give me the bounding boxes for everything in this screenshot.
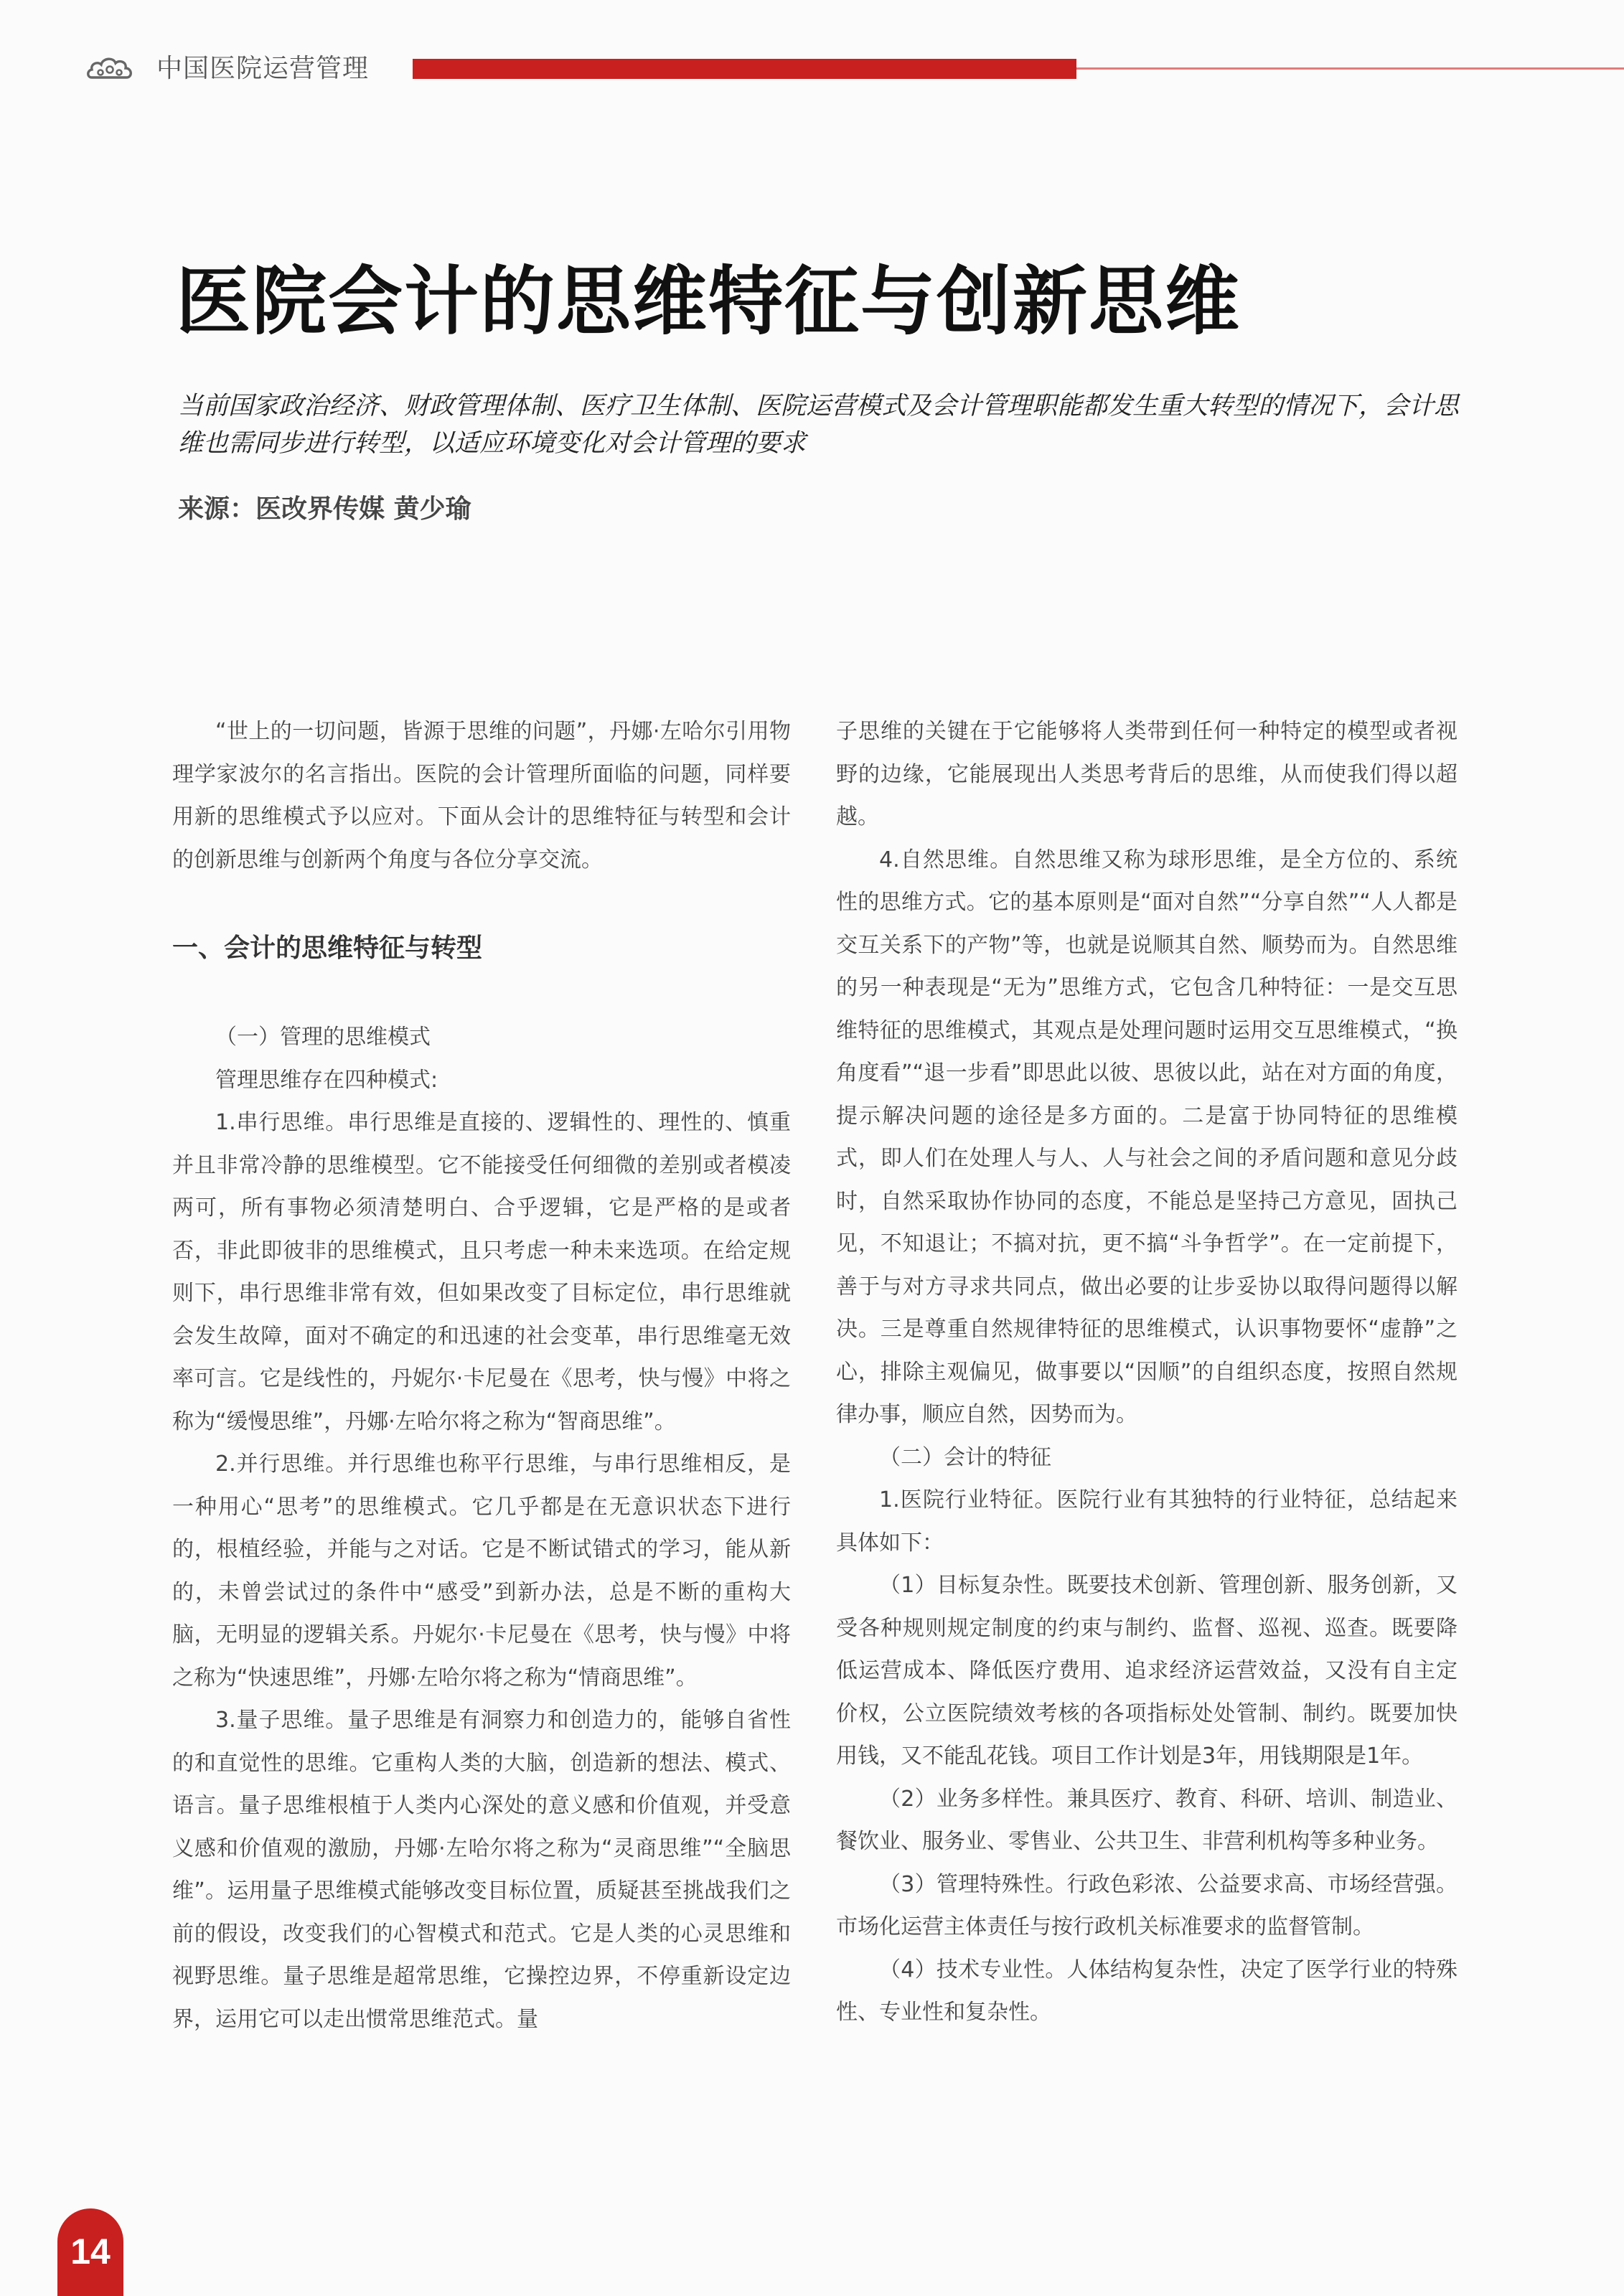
subsection-heading: （二）会计的特征 bbox=[879, 1444, 1051, 1470]
paragraph: （2）业务多样性。兼具医疗、教育、科研、培训、制造业、餐饮业、服务业、零售业、公共卫生、非营利机构等多种业务。 bbox=[836, 1786, 1458, 1854]
paragraph: 2.并行思维。并行思维也称平行思维，与串行思维相反，是一种用心“思考”的思维模式。它几乎都是在无意识状态下进行的，根植经验，并能与之对话。它是不断试错式的学习，能从新的，未曾尝试过的条件中“感受”到新办法，总是不断的重构大脑，无明显的逻辑关系。丹妮尔·卡尼曼在《思考，快与慢》中将之称为“快速思维”，丹娜·左哈尔将之称为“情商思维”。 bbox=[172, 1452, 791, 1690]
section-heading: 一、会计的思维特征与转型 bbox=[172, 933, 483, 963]
paragraph: 1.医院行业特征。医院行业有其独特的行业特征，总结起来具体如下： bbox=[836, 1487, 1458, 1556]
paragraph-continued: 子思维的关键在于它能够将人类带到任何一种特定的模型或者视野的边缘，它能展现出人类思考背后的思维，从而使我们得以超越。 bbox=[836, 719, 1458, 829]
header-red-bar bbox=[413, 59, 1076, 79]
cloud-logo-icon bbox=[86, 53, 133, 82]
paragraph: 1.串行思维。串行思维是直接的、逻辑性的、理性的、慎重并且非常冷静的思维模型。它不能接受任何细微的差别或者模凌两可，所有事物必须清楚明白、合乎逻辑，它是严格的是或者否，非此即彼非的思维模式，且只考虑一种未来选项。在给定规则下，串行思维非常有效，但如果改变了目标定位，串行思维就会发生故障，面对不确定的和迅速的社会变革，串行思维毫无效率可言。它是线性的，丹妮尔·卡尼曼在《思考，快与慢》中将之称为“缓慢思维”，丹娜·左哈尔将之称为“智商思维”。 bbox=[172, 1110, 791, 1434]
article-lede: 当前国家政治经济、财政管理体制、医疗卫生体制、医院运营模式及会计管理职能都发生重大转型的情况下，会计思维也需同步进行转型，以适应环境变化对会计管理的要求 bbox=[178, 392, 1460, 458]
intro-paragraph: “世上的一切问题，皆源于思维的问题”，丹娜·左哈尔引用物理学家波尔的名言指出。医院的会计管理所面临的问题，同样要用新的思维模式予以应对。下面从会计的思维特征与转型和会计的创新思维与创新两个角度与各位分享交流。 bbox=[172, 719, 791, 872]
right-column bbox=[836, 710, 1458, 2034]
article-title: 医院会计的思维特征与创新思维 bbox=[176, 258, 1242, 345]
paragraph: （4）技术专业性。人体结构复杂性，决定了医学行业的特殊性、专业性和复杂性。 bbox=[836, 1957, 1458, 2025]
paragraph: 4.自然思维。自然思维又称为球形思维，是全方位的、系统性的思维方式。它的基本原则是“面对自然”“分享自然”“人人都是交互关系下的产物”等，也就是说顺其自然、顺势而为。自然思维的另一种表现是“无为”思维方式，它包含几种特征：一是交互思维特征的思维模式，其观点是处理问题时运用交互思维模式，“换角度看”“退一步看”即思此以彼、思彼以此，站在对方面的角度，提示解决问题的途径是多方面的。二是富于协同特征的思维模式，即人们在处理人与人、人与社会之间的矛盾问题和意见分歧时，自然采取协作协同的态度，不能总是坚持己方意见，固执己见，不知退让；不搞对抗，更不搞“斗争哲学”。在一定前提下，善于与对方寻求共同点，做出必要的让步妥协以取得问题得以解决。三是尊重自然规律特征的思维模式，认识事物要怀“虚静”之心，排除主观偏见，做事要以“因顺”的自组织态度，按照自然规律办事，顺应自然，因势而为。 bbox=[836, 847, 1458, 1427]
paragraph: 管理思维存在四种模式: bbox=[215, 1067, 438, 1093]
publication-name: 中国医院运营管理 bbox=[156, 54, 370, 83]
paragraph: （3）管理特殊性。行政色彩浓、公益要求高、市场经营强。市场化运营主体责任与按行政机关标准要求的监督管制。 bbox=[836, 1871, 1458, 1939]
article-source: 来源：医改界传媒 黄少瑜 bbox=[178, 494, 471, 524]
left-column bbox=[172, 710, 791, 2041]
subsection-heading: （一）管理的思维模式 bbox=[215, 1025, 431, 1050]
paragraph: 3.量子思维。量子思维是有洞察力和创造力的，能够自省性的和直觉性的思维。它重构人类的大脑，创造新的想法、模式、语言。量子思维根植于人类内心深处的意义感和价值观，并受意义感和价值观的激励，丹娜·左哈尔将之称为“灵商思维”“全脑思维”。运用量子思维模式能够改变目标位置，质疑甚至挑战我们之前的假设，改变我们的心智模式和范式。它是人类的心灵思维和视野思维。量子思维是超常思维，它操控边界，不停重新设定边界，运用它可以走出惯常思维范式。量 bbox=[172, 1708, 791, 2032]
page-number: 14 bbox=[57, 2208, 123, 2296]
running-header bbox=[86, 52, 1624, 88]
paragraph: （1）目标复杂性。既要技术创新、管理创新、服务创新，又受各种规则规定制度的约束与制约、监督、巡视、巡查。既要降低运营成本、降低医疗费用、追求经济运营效益，又没有自主定价权，公立医院绩效考核的各项指标处处管制、制约。既要加快用钱，又不能乱花钱。项目工作计划是3年，用钱期限是1年。 bbox=[836, 1573, 1458, 1769]
header-rule bbox=[1076, 67, 1624, 70]
